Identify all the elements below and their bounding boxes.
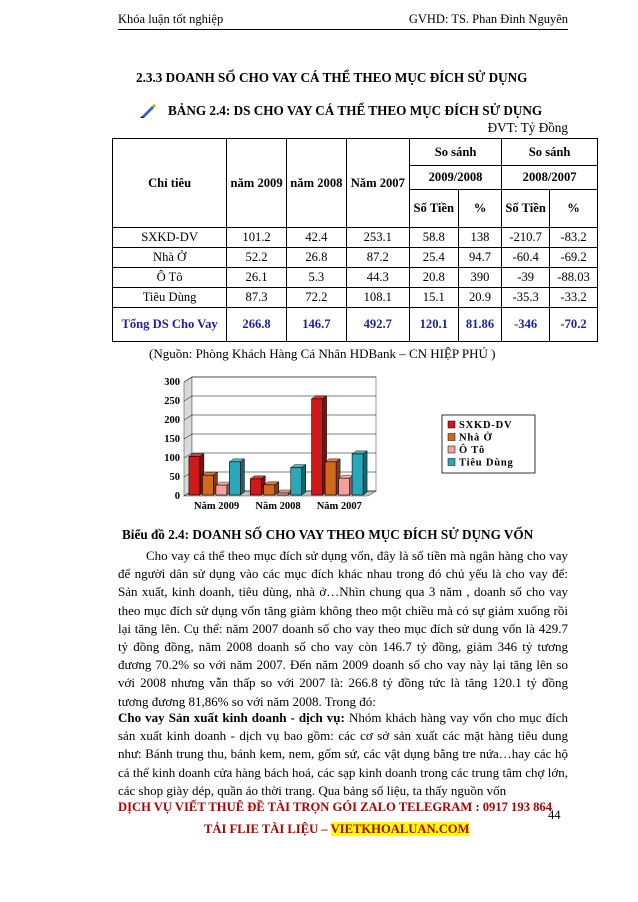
cell: 72.2 [286,288,346,308]
cell: -83.2 [550,228,598,248]
paragraph-2-lead: Cho vay Sản xuất kinh doanh - dịch vụ: [118,710,345,725]
row-label: Nhà Ở [113,248,227,268]
table-row [113,268,598,288]
cell: 15.1 [409,288,458,308]
cell: 26.1 [227,268,287,288]
pct-2: % [550,190,598,228]
period-2008-2007: 2008/2007 [502,166,598,190]
cell: -346 [502,308,550,342]
source-note: (Nguồn: Phòng Khách Hàng Cá Nhân HDBank – CN HIỆP PHÚ ) [149,346,496,361]
cell: 87.2 [346,248,409,268]
section-title: 2.3.3 DOANH SỐ CHO VAY CÁ THỂ THEO MỤC ĐÍCH SỬ DỤNG [136,70,528,85]
cell: 94.7 [458,248,501,268]
legend-swatch [448,446,455,453]
cell: 25.4 [409,248,458,268]
row-label: Tiêu Dùng [113,288,227,308]
footer-link[interactable]: VIETKHOALUAN.COM [330,822,470,836]
legend-swatch [448,421,455,428]
cell: 20.8 [409,268,458,288]
legend-label: Tiêu Dùng [459,457,514,469]
bar-side [363,451,367,495]
legend-label: Ô Tô [459,445,486,456]
cell: 5.3 [286,268,346,288]
bar [339,478,350,495]
col-so-sanh-2: So sánh [502,139,598,166]
cell: -88.03 [550,268,598,288]
cell: -35.3 [502,288,550,308]
col-2009: năm 2009 [227,139,287,228]
cell: 87.3 [227,288,287,308]
bar [291,468,302,495]
legend-label: SXKD-DV [459,420,513,431]
pct-1: % [458,190,501,228]
cell: -210.7 [502,228,550,248]
bar [216,485,227,495]
so-tien-1: Số Tiền [409,190,458,228]
bar [277,493,288,495]
footer-line-2 [204,822,469,837]
cell: 138 [458,228,501,248]
row-label: Ô Tô [113,268,227,288]
col-chi-tieu: Chỉ tiêu [113,139,227,228]
cell: 120.1 [409,308,458,342]
bar [202,475,213,495]
footer-line-1: DỊCH VỤ VIẾT THUÊ ĐỀ TÀI TRỌN GÓI ZALO TELEGRAM : 0917 193 864 [118,800,552,814]
cell: 492.7 [346,308,409,342]
cell: 390 [458,268,501,288]
page-header [118,10,568,30]
paragraph-2-body: Nhóm khách hàng vay vốn cho mục đích sản xuất kinh doanh - dịch vụ bao gồm: các cơ sở sản xuất các mặt hàng tiêu dung như: Bánh trung thu, bánh kem, nem, gốm sứ, các vật dụng bằng tre nứa…hay các hộ cá thể kinh doanh cửa hàng bách hoá, các sạp kinh doanh trong các trung tâm chợ lớn, các shop giày dép, quần áo thời trang. Qua bảng số liệu, ta thấy nguồn vốn [118,710,568,798]
table-row [113,248,598,268]
table-row [113,228,598,248]
y-tick-label: 300 [164,377,180,388]
bar [264,485,275,495]
y-tick-label: 0 [174,491,180,502]
cell: 58.8 [409,228,458,248]
x-tick-label: Năm 2007 [316,501,362,512]
y-tick-label: 100 [164,453,180,464]
so-tien-2: Số Tiền [502,190,550,228]
loan-table [112,138,598,342]
table-total-row [113,308,598,342]
cell: 108.1 [346,288,409,308]
col-2007: Năm 2007 [346,139,409,228]
cell: 44.3 [346,268,409,288]
chart-caption: Biểu đồ 2.4: DOANH SỐ CHO VAY THEO MỤC ĐÍCH SỬ DỤNG VỐN [122,527,534,542]
cell: -69.2 [550,248,598,268]
col-2008: năm 2008 [286,139,346,228]
y-tick-label: 250 [164,396,180,407]
cell: 146.7 [286,308,346,342]
y-tick-label: 200 [164,415,180,426]
y-tick-label: 50 [169,472,180,483]
cell: -60.4 [502,248,550,268]
cell: 81.86 [458,308,501,342]
bar-side [240,459,244,495]
legend-swatch [448,459,455,466]
cell: 253.1 [346,228,409,248]
cell: 101.2 [227,228,287,248]
bar [312,399,323,495]
legend-swatch [448,434,455,441]
bar [229,462,240,495]
cell: 42.4 [286,228,346,248]
cell: -70.2 [550,308,598,342]
col-so-sanh-1: So sánh [409,139,501,166]
cell: -33.2 [550,288,598,308]
paragraph-1: Cho vay cá thể theo mục đích sử dụng vốn, đây là số tiền mà ngân hàng cho vay để người dân sử dụng vào các mục đích khác nhau trong đó chủ yếu là cho vay để: Sản xuất, kinh doanh, tiêu dùng, nhà ở…Nhìn chung qua 3 năm , doanh số cho vay theo mục đích sử dụng vốn tăng giảm không theo một chiều mà có sự giảm xuống rồi lại tăng lên. Cụ thể: năm 2007 doanh số cho vay theo mục đích sử dung vốn là 429.7 tỷ đồng đồng, năm 2008 doanh số cho vay còn 146.7 tỷ đồng, giảm 346 tỷ tương đương 70.2% so với năm 2007. Đến năm 2009 doanh số cho vay này lại tăng lên so với 2008 nhưng vẫn thấp so với 2007 là: 266.8 tỷ đồng tức là tăng 120.1 tỷ đồng tương đương 81,86% so với năm 2008. Trong đó: [118,548,568,709]
paragraph-2 [118,709,568,800]
footer-text: TẢI FLIE TÀI LIỆU – [204,822,331,836]
cell: 52.2 [227,248,287,268]
row-label: Tổng DS Cho Vay [113,308,227,342]
bar [352,454,363,495]
x-tick-label: Năm 2008 [255,501,301,512]
cell: 266.8 [227,308,287,342]
page-number: 44 [548,808,561,822]
pencil-bullet-icon [140,104,156,118]
cell: 26.8 [286,248,346,268]
legend-label: Nhà Ở [459,432,493,444]
cell: 20.9 [458,288,501,308]
bar [250,479,261,495]
y-tick-label: 150 [164,434,180,445]
header-right: GVHD: TS. Phan Đình Nguyên [408,12,568,26]
cell: -39 [502,268,550,288]
table-row [113,288,598,308]
row-label: SXKD-DV [113,228,227,248]
header-left: Khóa luận tốt nghiệp [118,12,224,26]
unit-label: ĐVT: Tỷ Đồng [487,120,568,135]
table-title: BẢNG 2.4: DS CHO VAY CÁ THỂ THEO MỤC ĐÍCH SỬ DỤNG [168,103,543,118]
period-2009-2008: 2009/2008 [409,166,501,190]
bar [325,462,336,495]
bar-chart [150,368,542,516]
x-tick-label: Năm 2009 [194,501,240,512]
bar-side [302,465,306,495]
bar [189,457,200,495]
